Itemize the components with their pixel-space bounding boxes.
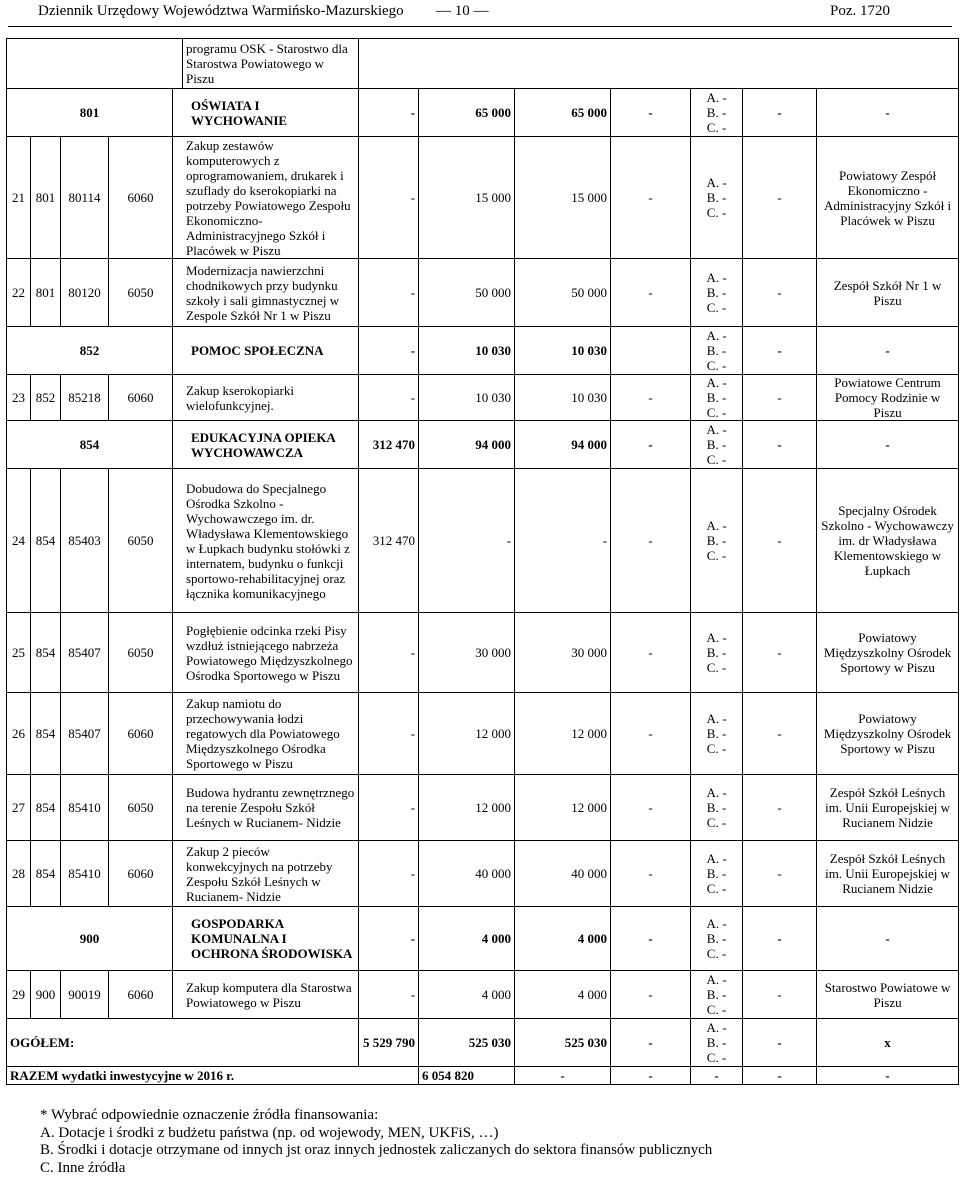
rozdzial: 85410: [61, 841, 109, 907]
paragraf: 6050: [109, 613, 173, 693]
funding-source-cell: [691, 907, 743, 971]
implementing-unit: Specjalny Ośrodek Szkolno - Wychowawczy im. dr Władysława Klementowskiego w Łupkach: [817, 469, 959, 613]
value-col1: -: [359, 137, 419, 259]
dzial: 801: [31, 137, 61, 259]
funding-source-cell: [691, 259, 743, 327]
lp: 23: [7, 375, 31, 421]
value-col4: -: [611, 971, 691, 1019]
funding-source: C. -: [706, 660, 727, 675]
value-col6: -: [817, 327, 959, 375]
task-name: Budowa hydrantu zewnętrznego na terenie Zespołu Szkół Leśnych w Rucianem- Nidzie: [173, 775, 359, 841]
value-col3: 94 000: [515, 421, 611, 469]
empty-cell: [7, 39, 183, 89]
table-row: [7, 421, 959, 469]
funding-source: A. -: [706, 711, 727, 726]
task-name: Zakup kserokopiarki wielofunkcyjnej.: [173, 375, 359, 421]
table-row: [7, 137, 959, 259]
razem-label: RAZEM wydatki inwestycyjne w 2016 r.: [7, 1067, 419, 1085]
value-col3: 30 000: [515, 613, 611, 693]
funding-source: B. -: [706, 390, 727, 405]
funding-source: A. -: [706, 785, 727, 800]
lp: 21: [7, 137, 31, 259]
value-col1: -: [359, 327, 419, 375]
value-col1: -: [359, 375, 419, 421]
funding-source: C. -: [706, 946, 727, 961]
paragraf: 6060: [109, 693, 173, 775]
funding-source: B. -: [706, 866, 727, 881]
rozdzial: 80120: [61, 259, 109, 327]
value-col5: -: [743, 775, 817, 841]
table-row: [7, 39, 959, 89]
razem-col6: -: [817, 1067, 959, 1085]
lp: 22: [7, 259, 31, 327]
funding-source-cell: [691, 693, 743, 775]
value-col4: -: [611, 469, 691, 613]
table-row: [7, 971, 959, 1019]
paragraf: 6050: [109, 469, 173, 613]
value-col1: 312 470: [359, 421, 419, 469]
value-col4: -: [611, 259, 691, 327]
razem-col1: 6 054 820: [419, 1067, 515, 1085]
value-col2: 40 000: [419, 841, 515, 907]
value-col5: -: [743, 89, 817, 137]
total-col5: -: [743, 1019, 817, 1067]
table-row: [7, 775, 959, 841]
implementing-unit: Powiatowy Międzyszkolny Ośrodek Sportowy w Piszu: [817, 613, 959, 693]
journal-title: Dziennik Urzędowy Województwa Warmińsko-Mazurskiego: [38, 3, 404, 19]
value-col5: -: [743, 841, 817, 907]
page-number: — 10 —: [436, 3, 489, 19]
value-col6: -: [817, 89, 959, 137]
empty-cell: [359, 39, 959, 89]
value-col2: 4 000: [419, 971, 515, 1019]
table-row: [7, 613, 959, 693]
funding-source-cell: [691, 775, 743, 841]
implementing-unit: Starostwo Powiatowe w Piszu: [817, 971, 959, 1019]
funding-source: B. -: [706, 1035, 727, 1050]
dzial: 852: [31, 375, 61, 421]
value-col2: 94 000: [419, 421, 515, 469]
funding-source: A. -: [706, 175, 727, 190]
funding-source: C. -: [706, 358, 727, 373]
rozdzial: 85218: [61, 375, 109, 421]
funding-source: C. -: [706, 405, 727, 420]
table-row: [7, 89, 959, 137]
value-col2: 50 000: [419, 259, 515, 327]
value-col1: -: [359, 841, 419, 907]
value-col5: -: [743, 907, 817, 971]
dzial: 801: [31, 259, 61, 327]
value-col4: -: [611, 775, 691, 841]
value-col2: 30 000: [419, 613, 515, 693]
funding-source: A. -: [706, 270, 727, 285]
lp: 28: [7, 841, 31, 907]
table-row: [7, 1019, 959, 1067]
task-name: Zakup zestawów komputerowych z oprogramowaniem, drukarek i szuflady do kserokopiarki na potrzeby Powiatowego Zespołu Ekonomiczno-Administracyjnego Szkół i Placówek w Piszu: [173, 137, 359, 259]
table-row: [7, 327, 959, 375]
funding-source: C. -: [706, 741, 727, 756]
funding-source-cell: [691, 1019, 743, 1067]
implementing-unit: Powiatowy Zespół Ekonomiczno - Administracyjny Szkół i Placówek w Piszu: [817, 137, 959, 259]
chapter-code: 900: [7, 907, 173, 971]
funding-source: B. -: [706, 533, 727, 548]
funding-source: C. -: [706, 1002, 727, 1017]
value-col4: -: [611, 907, 691, 971]
funding-source: B. -: [706, 800, 727, 815]
funding-source: B. -: [706, 343, 727, 358]
paragraf: 6060: [109, 375, 173, 421]
value-col3: 65 000: [515, 89, 611, 137]
funding-source: B. -: [706, 645, 727, 660]
dzial: 854: [31, 841, 61, 907]
value-col2: 12 000: [419, 775, 515, 841]
funding-source: B. -: [706, 105, 727, 120]
rozdzial: 85410: [61, 775, 109, 841]
razem-col5: -: [743, 1067, 817, 1085]
table-row: [7, 907, 959, 971]
rozdzial: 90019: [61, 971, 109, 1019]
funding-source-cell: [691, 375, 743, 421]
razem-col2: -: [515, 1067, 611, 1085]
value-col6: -: [817, 421, 959, 469]
rozdzial: 80114: [61, 137, 109, 259]
funding-source: C. -: [706, 205, 727, 220]
value-col6: -: [817, 907, 959, 971]
funding-source: A. -: [706, 630, 727, 645]
razem-col3: -: [611, 1067, 691, 1085]
footnote-line: A. Dotacje i środki z budżetu państwa (np. od wojewody, MEN, UKFiS, …): [40, 1124, 499, 1141]
value-col1: -: [359, 613, 419, 693]
funding-source: B. -: [706, 726, 727, 741]
funding-source-cell: [691, 327, 743, 375]
value-col3: 50 000: [515, 259, 611, 327]
table-row: [7, 841, 959, 907]
razem-col4: -: [691, 1067, 743, 1085]
value-col4: -: [611, 841, 691, 907]
position-number: Poz. 1720: [830, 3, 890, 19]
total-label: OGÓŁEM:: [7, 1019, 359, 1067]
funding-source: A. -: [706, 422, 727, 437]
paragraf: 6060: [109, 841, 173, 907]
value-col1: -: [359, 259, 419, 327]
value-col4: -: [611, 137, 691, 259]
funding-source: A. -: [706, 375, 727, 390]
funding-source: B. -: [706, 285, 727, 300]
value-col1: -: [359, 907, 419, 971]
total-col1: 5 529 790: [359, 1019, 419, 1067]
value-col4: -: [611, 421, 691, 469]
task-name: Zakup namiotu do przechowywania łodzi regatowych dla Powiatowego Międzyszkolnego Ośrodka Sportowego w Piszu: [173, 693, 359, 775]
value-col1: -: [359, 693, 419, 775]
value-col5: -: [743, 613, 817, 693]
dzial: 854: [31, 775, 61, 841]
chapter-name: OŚWIATA I WYCHOWANIE: [173, 89, 359, 137]
funding-source: A. -: [706, 1020, 727, 1035]
value-col5: -: [743, 327, 817, 375]
funding-source: C. -: [706, 120, 727, 135]
value-col2: 12 000: [419, 693, 515, 775]
funding-source-cell: [691, 613, 743, 693]
value-col3: 12 000: [515, 693, 611, 775]
funding-source: C. -: [706, 1050, 727, 1065]
value-col3: 4 000: [515, 971, 611, 1019]
lp: 25: [7, 613, 31, 693]
value-col2: -: [419, 469, 515, 613]
table-row: [7, 469, 959, 613]
footnote-line: B. Środki i dotacje otrzymane od innych jst oraz innych jednostek zaliczanych do sektora finansów publicznych: [40, 1142, 713, 1158]
value-col3: 10 030: [515, 327, 611, 375]
implementing-unit: Powiatowy Międzyszkolny Ośrodek Sportowy w Piszu: [817, 693, 959, 775]
funding-source: B. -: [706, 931, 727, 946]
dzial: 854: [31, 469, 61, 613]
value-col1: -: [359, 89, 419, 137]
funding-source: C. -: [706, 815, 727, 830]
funding-source: C. -: [706, 881, 727, 896]
implementing-unit: Zespół Szkół Leśnych im. Unii Europejskiej w Rucianem Nidzie: [817, 775, 959, 841]
funding-source: C. -: [706, 548, 727, 563]
value-col3: 10 030: [515, 375, 611, 421]
task-name: Zakup 2 pieców konwekcyjnych na potrzeby Zespołu Szkół Leśnych w Rucianem- Nidzie: [173, 841, 359, 907]
chapter-code: 854: [7, 421, 173, 469]
rozdzial: 85407: [61, 613, 109, 693]
table-row: [7, 693, 959, 775]
paragraf: 6060: [109, 137, 173, 259]
paragraf: 6050: [109, 259, 173, 327]
funding-source: A. -: [706, 328, 727, 343]
total-col3: 525 030: [515, 1019, 611, 1067]
value-col5: -: [743, 259, 817, 327]
value-col4: -: [611, 89, 691, 137]
funding-source-cell: [691, 469, 743, 613]
table-row: [7, 375, 959, 421]
funding-source-cell: [691, 137, 743, 259]
funding-source: A. -: [706, 972, 727, 987]
table-row: [7, 1067, 959, 1085]
value-col4: -: [611, 613, 691, 693]
task-name: Modernizacja nawierzchni chodnikowych przy budynku szkoły i sali gimnastycznej w Zespole Szkół Nr 1 w Piszu: [173, 259, 359, 327]
funding-source-cell: [691, 971, 743, 1019]
chapter-name: POMOC SPOŁECZNA: [173, 327, 359, 375]
value-col3: 15 000: [515, 137, 611, 259]
funding-source: B. -: [706, 190, 727, 205]
rozdzial: 85403: [61, 469, 109, 613]
value-col5: -: [743, 137, 817, 259]
value-col3: 40 000: [515, 841, 611, 907]
value-col1: -: [359, 775, 419, 841]
value-col2: 15 000: [419, 137, 515, 259]
footnote: [40, 1107, 712, 1177]
funding-source-cell: [691, 841, 743, 907]
dzial: 854: [31, 693, 61, 775]
task-name: Dobudowa do Specjalnego Ośrodka Szkolno - Wychowawczego im. dr. Władysława Klementowskiego w Łupkach budynku stołówki z internatem, budynku o funkcji sportowo-rehabilitacyjnej oraz łącznika komunikacyjnego: [173, 469, 359, 613]
footnote-line: C. Inne źródła: [40, 1159, 126, 1176]
implementing-unit: Zespół Szkół Leśnych im. Unii Europejskiej w Rucianem Nidzie: [817, 841, 959, 907]
value-col5: -: [743, 971, 817, 1019]
task-name: programu OSK - Starostwo dla Starostwa Powiatowego w Piszu: [183, 39, 359, 89]
value-col5: -: [743, 469, 817, 613]
page-header: [8, 0, 952, 27]
value-col2: 10 030: [419, 375, 515, 421]
value-col4: -: [611, 375, 691, 421]
lp: 24: [7, 469, 31, 613]
lp: 29: [7, 971, 31, 1019]
funding-source: A. -: [706, 518, 727, 533]
value-col2: 4 000: [419, 907, 515, 971]
dzial: 854: [31, 613, 61, 693]
funding-source: C. -: [706, 300, 727, 315]
funding-source: A. -: [706, 916, 727, 931]
value-col1: 312 470: [359, 469, 419, 613]
value-col3: 12 000: [515, 775, 611, 841]
table-row: [7, 259, 959, 327]
value-col2: 10 030: [419, 327, 515, 375]
funding-source: C. -: [706, 452, 727, 467]
lp: 26: [7, 693, 31, 775]
value-col3: 4 000: [515, 907, 611, 971]
funding-source-cell: [691, 421, 743, 469]
value-col5: -: [743, 375, 817, 421]
task-name: Pogłębienie odcinka rzeki Pisy wzdłuż istniejącego nabrzeża Powiatowego Międzyszkolnego Ośrodka Sportowego w Piszu: [173, 613, 359, 693]
funding-source: B. -: [706, 987, 727, 1002]
value-col4: [611, 327, 691, 375]
chapter-code: 801: [7, 89, 173, 137]
total-col2: 525 030: [419, 1019, 515, 1067]
total-col6: x: [817, 1019, 959, 1067]
rozdzial: 85407: [61, 693, 109, 775]
paragraf: 6060: [109, 971, 173, 1019]
value-col2: 65 000: [419, 89, 515, 137]
paragraf: 6050: [109, 775, 173, 841]
value-col5: -: [743, 693, 817, 775]
chapter-name: GOSPODARKA KOMUNALNA I OCHRONA ŚRODOWISKA: [173, 907, 359, 971]
funding-source: A. -: [706, 90, 727, 105]
implementing-unit: Zespół Szkół Nr 1 w Piszu: [817, 259, 959, 327]
lp: 27: [7, 775, 31, 841]
value-col4: -: [611, 693, 691, 775]
funding-source-cell: [691, 89, 743, 137]
footnote-line: * Wybrać odpowiednie oznaczenie źródła finansowania:: [40, 1107, 379, 1123]
investment-table: [6, 38, 959, 1085]
total-col4: -: [611, 1019, 691, 1067]
funding-source: A. -: [706, 851, 727, 866]
value-col1: -: [359, 971, 419, 1019]
chapter-code: 852: [7, 327, 173, 375]
value-col3: -: [515, 469, 611, 613]
task-name: Zakup komputera dla Starostwa Powiatowego w Piszu: [173, 971, 359, 1019]
implementing-unit: Powiatowe Centrum Pomocy Rodzinie w Piszu: [817, 375, 959, 421]
value-col5: -: [743, 421, 817, 469]
dzial: 900: [31, 971, 61, 1019]
chapter-name: EDUKACYJNA OPIEKA WYCHOWAWCZA: [173, 421, 359, 469]
funding-source: B. -: [706, 437, 727, 452]
